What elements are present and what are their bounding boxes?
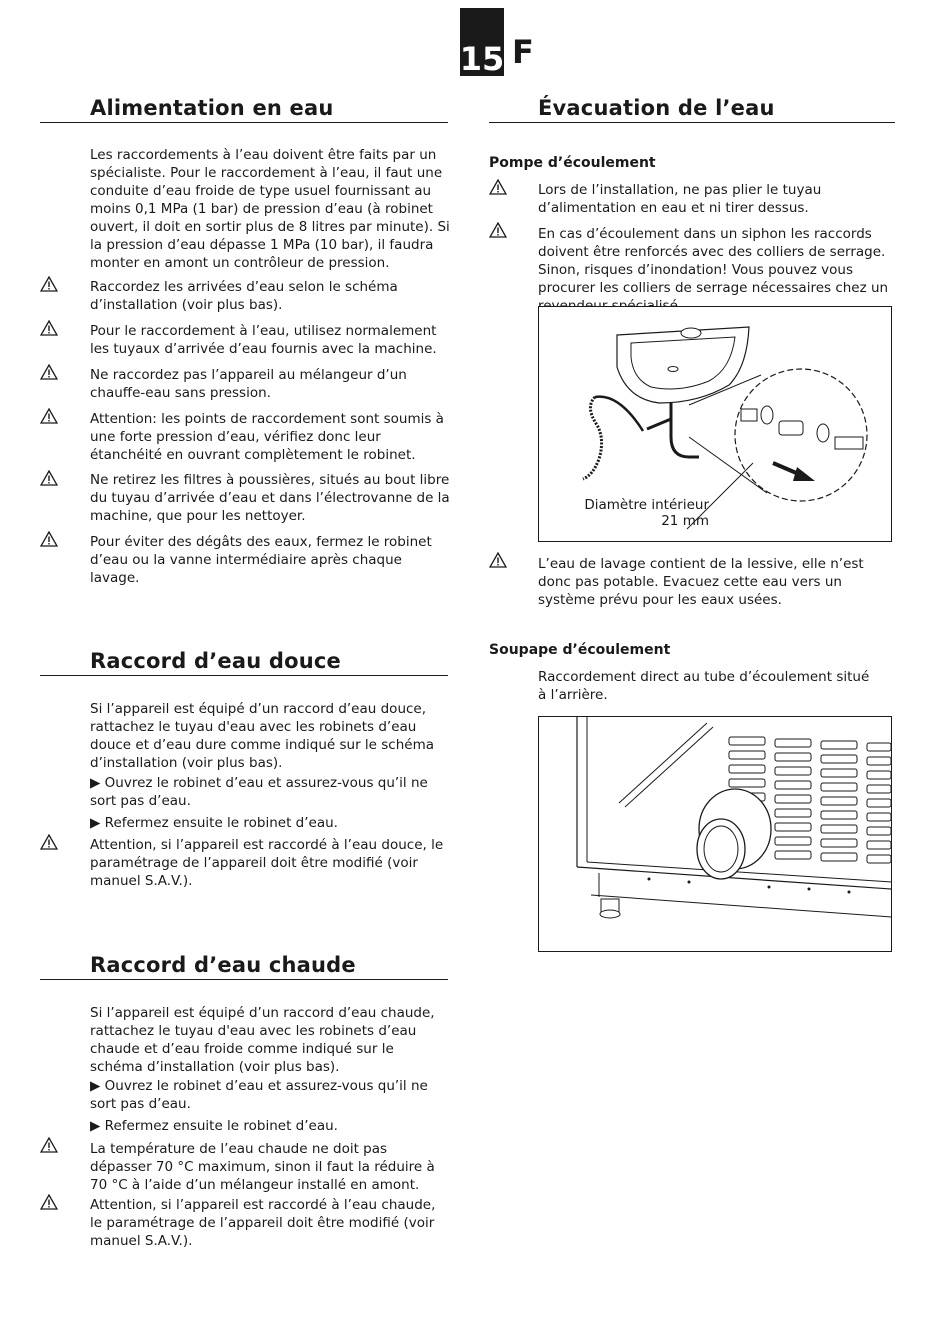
warning-text: Attention: les points de raccordement sont soumis à une forte pression d’eau, vérifiez donc leur étanchéité en ouvrant complètement le robinet.: [90, 411, 444, 463]
warning-icon: [40, 470, 58, 486]
warning-icon: [40, 276, 58, 292]
warning-text: Ne retirez les filtres à poussières, situés au bout libre du tuyau d’arrivée d’eau et dans l’électrovanne de la machine, que pour les nettoyer.: [90, 472, 450, 524]
section-title-douce: Raccord d’eau douce: [90, 649, 341, 673]
warning-icon: [40, 531, 58, 547]
douce-step-open: ▶ Ouvrez le robinet d’eau et assurez-vous qu’il ne sort pas d’eau.: [90, 775, 428, 809]
warning-icon: [489, 222, 507, 238]
chaude-warning-temperature: La température de l’eau chaude ne doit pas dépasser 70 °C maximum, sinon il faut la réduire à 70 °C à l’aide d’un mélangeur installé en amont.: [90, 1141, 435, 1193]
chaude-intro: Si l’appareil est équipé d’un raccord d’eau chaude, rattachez le tuyau d'eau avec les robinets d’eau chaude et d’eau froide comme indiqué sur le schéma d’installation (voir plus bas).: [90, 1005, 435, 1075]
page-number-badge: 15: [460, 8, 504, 76]
pompe-warning: Lors de l’installation, ne pas plier le tuyau d’alimentation en eau et ni tirer dessus.: [538, 182, 822, 216]
section-title-chaude: Raccord d’eau chaude: [90, 953, 356, 977]
warning-icon: [489, 179, 507, 195]
douce-step-close: ▶ Refermez ensuite le robinet d’eau.: [90, 815, 338, 831]
warning-icon: [40, 1194, 58, 1210]
douce-intro: Si l’appareil est équipé d’un raccord d’eau douce, rattachez le tuyau d'eau avec les robinets d’eau douce et d’eau dure comme indiqué sur le schéma d’installation (voir plus bas).: [90, 701, 435, 771]
warning-icon: [40, 1137, 58, 1153]
chaude-warning-parametrage: Attention, si l’appareil est raccordé à l’eau chaude, le paramétrage de l’appareil doit être modifié (voir manuel S.A.V.).: [90, 1197, 436, 1249]
douce-warning: Attention, si l’appareil est raccordé à l’eau douce, le paramétrage de l’appareil doit être modifié (voir manuel S.A.V.).: [90, 837, 444, 889]
warning-icon: [40, 320, 58, 336]
soupape-text: Raccordement direct au tube d’écoulement situé à l’arrière.: [538, 669, 870, 703]
section-rule: [40, 675, 448, 676]
warning-text: Pour éviter des dégâts des eaux, fermez le robinet d’eau ou la vanne intermédiaire après chaque lavage.: [90, 534, 432, 586]
warning-icon: [40, 408, 58, 424]
lavage-warning: L’eau de lavage contient de la lessive, elle n’est donc pas potable. Evacuez cette eau vers un système prévu pour les eaux usées.: [538, 556, 864, 608]
figure-label-line1: Diamètre intérieur: [584, 497, 709, 513]
chaude-step-open: ▶ Ouvrez le robinet d’eau et assurez-vous qu’il ne sort pas d’eau.: [90, 1078, 428, 1112]
figure-label-diameter: [559, 497, 709, 529]
pompe-warning: En cas d’écoulement dans un siphon les raccords doivent être renforcés avec des colliers de serrage. Sinon, risques d’inondation! Vous pouvez vous procurer les colliers de serrage nécessaires chez un: [538, 226, 889, 296]
alimentation-intro: Les raccordements à l’eau doivent être faits par un spécialiste. Pour le raccordement à l’eau, il faut une conduite d’eau froide de type usuel fournissant au moins 0,1 MPa (1 bar) de pression d’eau (à robinet ouvert, il doit en sortir plus de 8 litres par minute). Si la pression d’eau dépasse 1 MPa (10 bar), il faudra monter en amont un contrôleur de pression.: [90, 147, 450, 271]
language-code: F: [512, 33, 534, 71]
warning-text: Ne raccordez pas l’appareil au mélangeur d’un chauffe-eau sans pression.: [90, 367, 407, 401]
warning-icon: [489, 552, 507, 568]
section-rule: [40, 979, 448, 980]
drain-valve-figure: [538, 716, 892, 952]
section-rule: [40, 122, 448, 123]
warning-icon: [40, 364, 58, 380]
drain-valve-illustration: [539, 717, 891, 951]
section-title-alimentation: Alimentation en eau: [90, 96, 334, 120]
figure-label-line2: 21 mm: [661, 513, 709, 529]
siphon-installation-figure: [538, 306, 892, 542]
soupape-heading: Soupape d’écoulement: [489, 642, 671, 658]
warning-text: Raccordez les arrivées d’eau selon le schéma d’installation (voir plus bas).: [90, 279, 398, 313]
section-title-evacuation: Évacuation de l’eau: [538, 96, 775, 120]
pompe-heading: Pompe d’écoulement: [489, 155, 656, 171]
warning-text: Pour le raccordement à l’eau, utilisez normalement les tuyaux d’arrivée d’eau fournis avec la machine.: [90, 323, 437, 357]
chaude-step-close: ▶ Refermez ensuite le robinet d’eau.: [90, 1118, 338, 1134]
warning-icon: [40, 834, 58, 850]
section-rule: [489, 122, 895, 123]
